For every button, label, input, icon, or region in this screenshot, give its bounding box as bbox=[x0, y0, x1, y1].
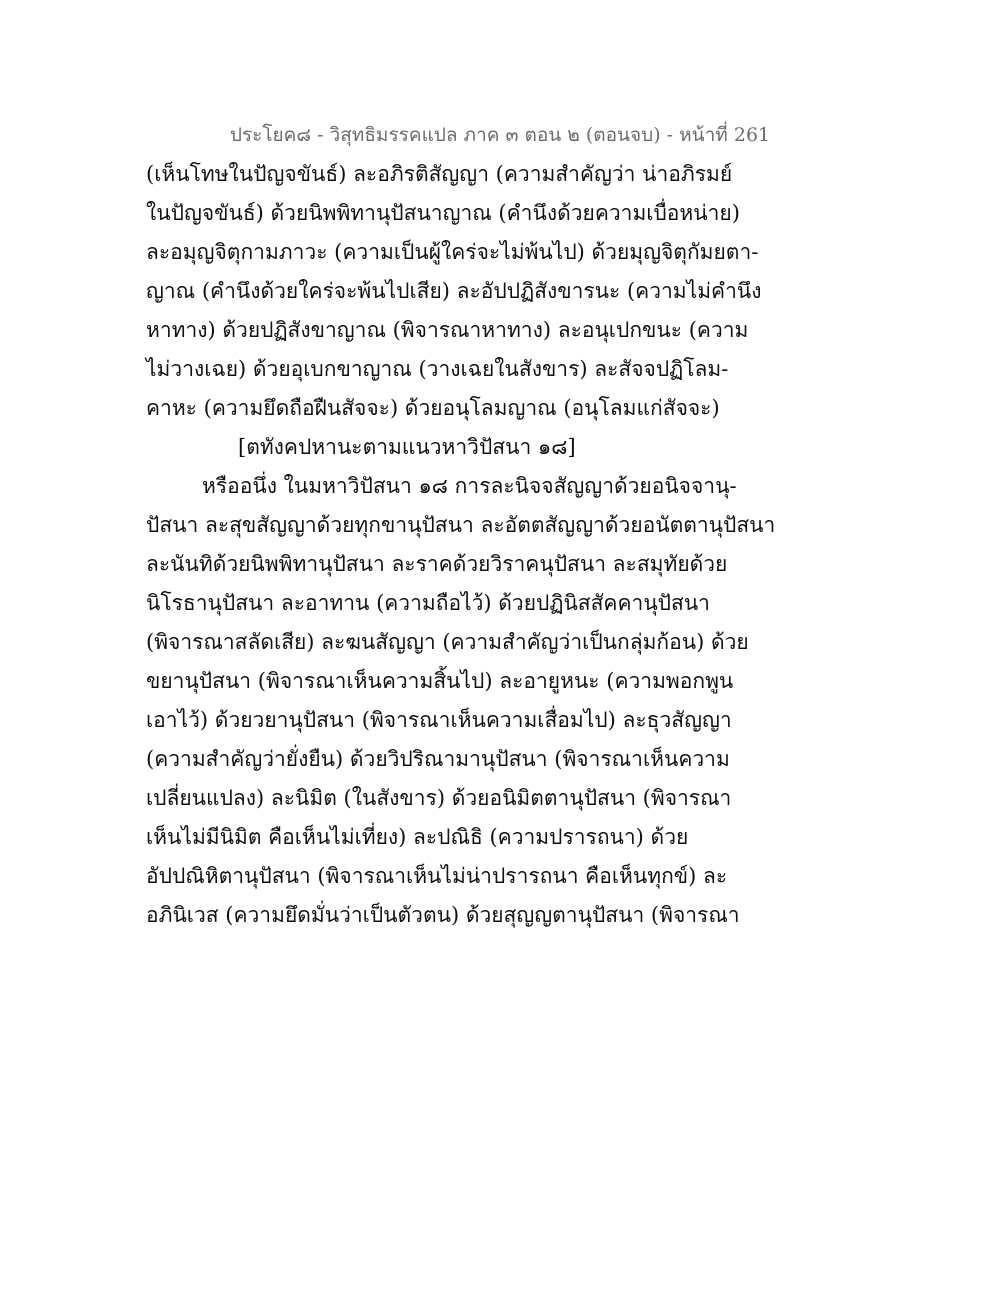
text-line: อัปปณิหิตานุปัสนา (พิจารณาเห็นไม่น่าปรารถนา คือเห็นทุกข์) ละ bbox=[146, 864, 728, 888]
text-line: (พิจารณาสลัดเสีย) ละฆนสัญญา (ความสำคัญว่าเป็นกลุ่มก้อน) ด้วย bbox=[146, 630, 749, 654]
text-line: เอาไว้) ด้วยวยานุปัสนา (พิจารณาเห็นความเสื่อมไป) ละธุวสัญญา bbox=[146, 708, 732, 732]
text-line: หาทาง) ด้วยปฏิสังขาญาณ (พิจารณาหาทาง) ละอนุเปกขนะ (ความ bbox=[146, 318, 749, 342]
text-line: หรืออนึ่ง ในมหาวิปัสนา ๑๘ การละนิจจสัญญาด้วยอนิจจานุ- bbox=[202, 474, 737, 498]
text-line: (ความสำคัญว่ายั่งยืน) ด้วยวิปริณามานุปัสนา (พิจารณาเห็นความ bbox=[146, 747, 730, 771]
text-line: ขยานุปัสนา (พิจารณาเห็นความสิ้นไป) ละอายูหนะ (ความพอกพูน bbox=[146, 669, 734, 693]
text-line: ละนันทิด้วยนิพพิทานุปัสนา ละราคด้วยวิราคนุปัสนา ละสมุทัยด้วย bbox=[146, 552, 728, 576]
section-subheading: [ตทังคปหานะตามแนวหาวิปัสนา ๑๘] bbox=[238, 435, 576, 459]
text-line: อภินิเวส (ความยึดมั่นว่าเป็นตัวตน) ด้วยสุญญตานุปัสนา (พิจารณา bbox=[146, 903, 740, 927]
text-line: ไม่วางเฉย) ด้วยอุเบกขาญาณ (วางเฉยในสังขาร) ละสัจจปฏิโลม- bbox=[146, 357, 729, 381]
text-line: ญาณ (คำนึงด้วยใคร่จะพ้นไปเสีย) ละอัปปฏิสังขารนะ (ความไม่คำนึง bbox=[146, 279, 762, 303]
text-line: ละอมุญจิตุกามภาวะ (ความเป็นผู้ใคร่จะไม่พ้นไป) ด้วยมุญจิตุกัมยตา- bbox=[146, 240, 759, 264]
text-line: ในปัญจขันธ์) ด้วยนิพพิทานุปัสนาญาณ (คำนึงด้วยความเบื่อหน่าย) bbox=[146, 201, 740, 225]
text-line: (เห็นโทษในปัญจขันธ์) ละอภิรติสัญญา (ความสำคัญว่า น่าอภิรมย์ bbox=[146, 162, 733, 186]
text-line: ปัสนา ละสุขสัญญาด้วยทุกขานุปัสนา ละอัตตสัญญาด้วยอนัตตานุปัสนา bbox=[146, 513, 776, 537]
page-body bbox=[146, 155, 866, 935]
text-line: คาหะ (ความยึดถือฝืนสัจจะ) ด้วยอนุโลมญาณ (อนุโลมแก่สัจจะ) bbox=[146, 396, 720, 420]
text-line: นิโรธานุปัสนา ละอาทาน (ความถือไว้) ด้วยปฏินิสสัคคานุปัสนา bbox=[146, 591, 710, 615]
text-line: เห็นไม่มีนิมิต คือเห็นไม่เที่ยง) ละปณิธิ (ความปรารถนา) ด้วย bbox=[146, 825, 689, 849]
text-line: เปลี่ยนแปลง) ละนิมิต (ในสังขาร) ด้วยอนิมิตตานุปัสนา (พิจารณา bbox=[146, 786, 732, 810]
page-header: ประโยค๘ - วิสุทธิมรรคแปล ภาค ๓ ตอน ๒ (ตอนจบ) - หน้าที่ 261 bbox=[229, 124, 771, 146]
